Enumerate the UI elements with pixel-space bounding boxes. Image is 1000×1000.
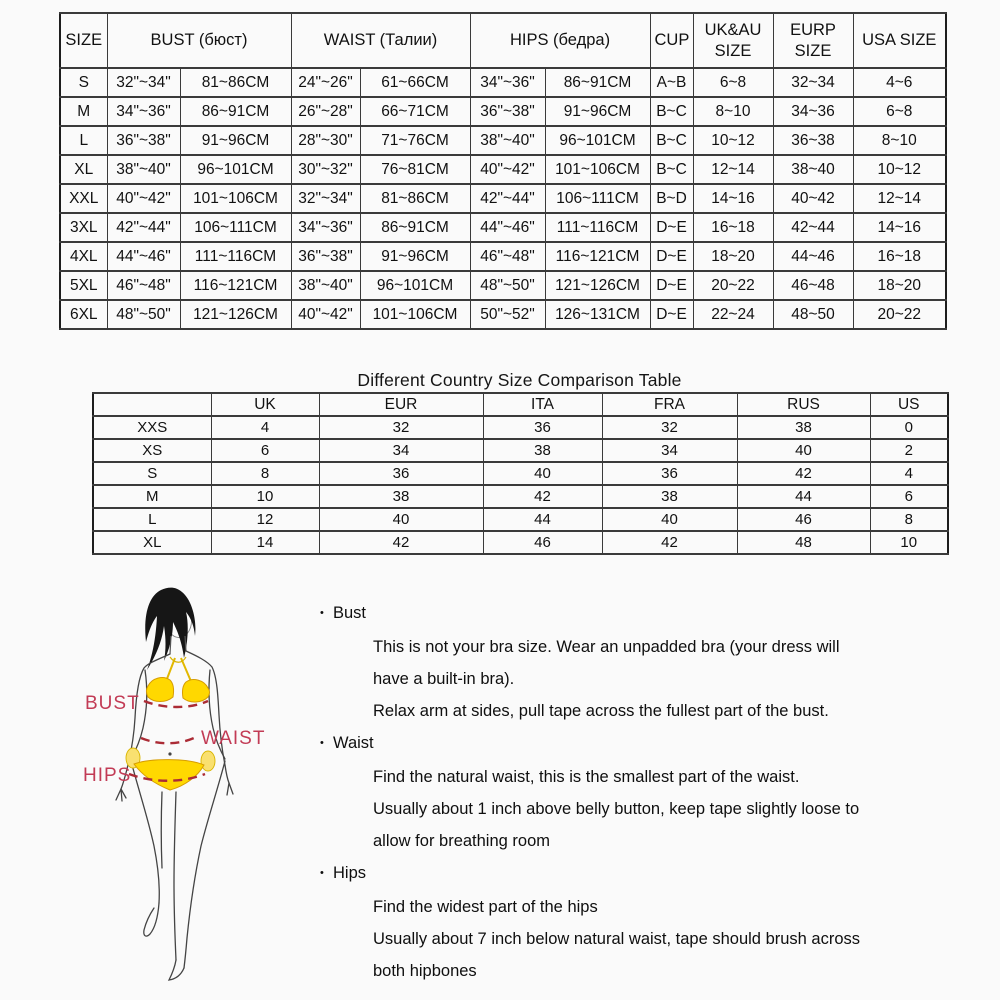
table-row — [60, 300, 946, 329]
table-cell: 36 — [602, 462, 737, 485]
header-uk-au-size: UK&AU SIZE — [693, 13, 773, 68]
table-cell: 40 — [319, 508, 483, 531]
table-row — [60, 242, 946, 271]
table-cell: 38~40 — [773, 155, 853, 184]
waist-line — [141, 738, 194, 743]
table-cell: 91~96CM — [180, 126, 291, 155]
table-cell: 24"~26" — [291, 68, 360, 97]
table-cell: 40 — [737, 439, 870, 462]
table-cell: 34~36 — [773, 97, 853, 126]
table-cell: 36"~38" — [291, 242, 360, 271]
table-cell: S — [93, 462, 211, 485]
table-cell: 42"~44" — [470, 184, 545, 213]
table-cell: 91~96CM — [545, 97, 650, 126]
table-cell: D~E — [650, 213, 693, 242]
hips-label: HIPS — [83, 765, 132, 786]
table-cell: B~C — [650, 97, 693, 126]
table-cell: 2 — [870, 439, 948, 462]
table-row — [60, 271, 946, 300]
table-cell: 32"~34" — [107, 68, 180, 97]
table-cell: 4~6 — [853, 68, 946, 97]
table-cell: 42~44 — [773, 213, 853, 242]
table-cell: 38 — [483, 439, 602, 462]
table-cell: 6 — [211, 439, 319, 462]
header-cup: CUP — [650, 13, 693, 68]
table-cell: 48~50 — [773, 300, 853, 329]
table-cell: XXL — [60, 184, 107, 213]
table-cell: 0 — [870, 416, 948, 439]
table-cell: 38 — [602, 485, 737, 508]
table-cell: 36 — [483, 416, 602, 439]
table-row — [93, 531, 948, 554]
table-cell: XXS — [93, 416, 211, 439]
table-header-cell: EUR — [319, 393, 483, 416]
table-cell: 14~16 — [853, 213, 946, 242]
bullet-icon: • — [320, 867, 324, 879]
instruction-line: This is not your bra size. Wear an unpadded bra (your dress will — [373, 638, 840, 656]
table-cell: 42 — [483, 485, 602, 508]
header-hips: HIPS (бедра) — [470, 13, 650, 68]
bullet-icon: • — [320, 607, 324, 619]
table-cell: 40~42 — [773, 184, 853, 213]
table-row — [93, 485, 948, 508]
instruction-line: Find the widest part of the hips — [373, 898, 598, 916]
table-cell: 34"~36" — [470, 68, 545, 97]
table-cell: 6XL — [60, 300, 107, 329]
table-cell: 32 — [319, 416, 483, 439]
table-row — [93, 462, 948, 485]
table-cell: 48"~50" — [107, 300, 180, 329]
table-cell: 16~18 — [853, 242, 946, 271]
table-cell: 6 — [870, 485, 948, 508]
instruction-heading — [320, 727, 988, 761]
table-cell: 44 — [483, 508, 602, 531]
header-bust: BUST (бюст) — [107, 13, 291, 68]
table-cell: 12~14 — [693, 155, 773, 184]
table-cell: 38 — [737, 416, 870, 439]
table-cell: L — [60, 126, 107, 155]
table-cell: 32"~34" — [291, 184, 360, 213]
table-cell: XL — [60, 155, 107, 184]
table-cell: 40 — [602, 508, 737, 531]
table-cell: 101~106CM — [545, 155, 650, 184]
table-cell: 126~131CM — [545, 300, 650, 329]
bust-label: BUST — [85, 693, 140, 714]
table-row — [60, 126, 946, 155]
waist-label: WAIST — [201, 728, 266, 749]
table-cell: L — [93, 508, 211, 531]
table-cell: 96~101CM — [180, 155, 291, 184]
table-cell: 26"~28" — [291, 97, 360, 126]
header-waist: WAIST (Талии) — [291, 13, 470, 68]
header-usa-size: USA SIZE — [853, 13, 946, 68]
table-header-cell: UK — [211, 393, 319, 416]
comparison-table-header-row — [93, 393, 948, 416]
instruction-line: allow for breathing room — [373, 832, 551, 850]
table-header-cell — [93, 393, 211, 416]
table-cell: 42"~44" — [107, 213, 180, 242]
table-cell: 4 — [211, 416, 319, 439]
table-cell: 71~76CM — [360, 126, 470, 155]
table-cell: 40"~42" — [107, 184, 180, 213]
table-cell: D~E — [650, 242, 693, 271]
table-cell: 44~46 — [773, 242, 853, 271]
table-cell: 46 — [483, 531, 602, 554]
table-cell: 32 — [602, 416, 737, 439]
table-cell: M — [60, 97, 107, 126]
table-cell: 96~101CM — [545, 126, 650, 155]
table-cell: 18~20 — [853, 271, 946, 300]
table-cell: 116~121CM — [545, 242, 650, 271]
table-cell: 14~16 — [693, 184, 773, 213]
table-cell: 6~8 — [853, 97, 946, 126]
table-cell: 96~101CM — [360, 271, 470, 300]
table-cell: A~B — [650, 68, 693, 97]
instruction-line: both hipbones — [373, 962, 477, 980]
table-cell: 28"~30" — [291, 126, 360, 155]
table-cell: 66~71CM — [360, 97, 470, 126]
table-cell: 61~66CM — [360, 68, 470, 97]
table-row — [60, 155, 946, 184]
table-cell: 10~12 — [853, 155, 946, 184]
figure-illustration — [58, 578, 322, 988]
table-cell: 34"~36" — [291, 213, 360, 242]
table-cell: S — [60, 68, 107, 97]
table-cell: 121~126CM — [180, 300, 291, 329]
table-cell: 10 — [211, 485, 319, 508]
table-cell: 116~121CM — [180, 271, 291, 300]
table-cell: 48"~50" — [470, 271, 545, 300]
figure-navel — [168, 752, 171, 755]
table-cell: B~C — [650, 155, 693, 184]
country-comparison-table — [92, 392, 949, 555]
table-cell: 36"~38" — [470, 97, 545, 126]
table-cell: 4XL — [60, 242, 107, 271]
table-row — [60, 97, 946, 126]
table-cell: D~E — [650, 300, 693, 329]
table-cell: 86~91CM — [545, 68, 650, 97]
instruction-line: Usually about 7 inch below natural waist, tape should brush across — [373, 930, 861, 948]
table-cell: 81~86CM — [180, 68, 291, 97]
table-cell: XL — [93, 531, 211, 554]
table-cell: XS — [93, 439, 211, 462]
table-cell: 121~126CM — [545, 271, 650, 300]
instruction-heading — [320, 597, 988, 631]
table-cell: 106~111CM — [180, 213, 291, 242]
table-cell: 5XL — [60, 271, 107, 300]
measurement-instructions — [320, 597, 988, 987]
table-cell: 10~12 — [693, 126, 773, 155]
table-cell: 86~91CM — [360, 213, 470, 242]
table-cell: 42 — [737, 462, 870, 485]
instruction-line: have a built-in bra). — [373, 670, 515, 688]
table-cell: 12~14 — [853, 184, 946, 213]
table-cell: 86~91CM — [180, 97, 291, 126]
size-table-header-row — [60, 13, 946, 68]
header-size: SIZE — [60, 13, 107, 68]
table-cell: M — [93, 485, 211, 508]
table-row — [60, 213, 946, 242]
table-cell: 101~106CM — [360, 300, 470, 329]
table-cell: 8 — [211, 462, 319, 485]
table-cell: 36~38 — [773, 126, 853, 155]
body-measurement-figure — [58, 578, 322, 988]
figure-necklace — [170, 657, 186, 662]
table-row — [93, 508, 948, 531]
table-cell: 42 — [602, 531, 737, 554]
table-header-cell: RUS — [737, 393, 870, 416]
table-cell: 20~22 — [853, 300, 946, 329]
table-cell: 34 — [602, 439, 737, 462]
table-cell: 12 — [211, 508, 319, 531]
table-cell: D~E — [650, 271, 693, 300]
table-cell: 42 — [319, 531, 483, 554]
table-cell: 3XL — [60, 213, 107, 242]
table-cell: 46 — [737, 508, 870, 531]
table-row — [93, 439, 948, 462]
table-cell: 101~106CM — [180, 184, 291, 213]
table-cell: 76~81CM — [360, 155, 470, 184]
instruction-heading-label: Bust — [333, 604, 367, 622]
bikini-top — [147, 678, 210, 702]
table-cell: 46"~48" — [470, 242, 545, 271]
table-cell: 38"~40" — [107, 155, 180, 184]
table-cell: 36 — [319, 462, 483, 485]
table-header-cell: US — [870, 393, 948, 416]
bullet-icon: • — [320, 737, 324, 749]
table-cell: 38 — [319, 485, 483, 508]
table-cell: 8 — [870, 508, 948, 531]
table-cell: 18~20 — [693, 242, 773, 271]
table-cell: 16~18 — [693, 213, 773, 242]
table-header-cell: FRA — [602, 393, 737, 416]
instruction-line: Usually about 1 inch above belly button, keep tape slightly loose to — [373, 800, 860, 818]
table-cell: 40"~42" — [291, 300, 360, 329]
table-cell: 50"~52" — [470, 300, 545, 329]
table-cell: 32~34 — [773, 68, 853, 97]
table-cell: 46~48 — [773, 271, 853, 300]
table-cell: 48 — [737, 531, 870, 554]
table-cell: 30"~32" — [291, 155, 360, 184]
table-header-cell: ITA — [483, 393, 602, 416]
table-cell: B~C — [650, 126, 693, 155]
table-cell: 10 — [870, 531, 948, 554]
table-cell: 36"~38" — [107, 126, 180, 155]
instruction-heading-label: Hips — [333, 864, 367, 882]
table-cell: 40 — [483, 462, 602, 485]
instruction-heading — [320, 857, 988, 891]
table-cell: 111~116CM — [180, 242, 291, 271]
table-cell: 6~8 — [693, 68, 773, 97]
table-cell: 20~22 — [693, 271, 773, 300]
table-cell: 44"~46" — [107, 242, 180, 271]
table-cell: 44"~46" — [470, 213, 545, 242]
table-cell: 46"~48" — [107, 271, 180, 300]
table-cell: 8~10 — [693, 97, 773, 126]
table-cell: 14 — [211, 531, 319, 554]
table-cell: 34"~36" — [107, 97, 180, 126]
table-cell: B~D — [650, 184, 693, 213]
table-cell: 91~96CM — [360, 242, 470, 271]
table-cell: 106~111CM — [545, 184, 650, 213]
table-cell: 38"~40" — [470, 126, 545, 155]
table-cell: 8~10 — [853, 126, 946, 155]
size-table — [59, 12, 947, 330]
table-row — [60, 68, 946, 97]
table-cell: 40"~42" — [470, 155, 545, 184]
table-cell: 81~86CM — [360, 184, 470, 213]
table-cell: 44 — [737, 485, 870, 508]
table-cell: 38"~40" — [291, 271, 360, 300]
table-row — [93, 416, 948, 439]
table-cell: 22~24 — [693, 300, 773, 329]
comparison-table-title: Different Country Size Comparison Table — [357, 370, 682, 390]
table-cell: 34 — [319, 439, 483, 462]
header-eurp-size: EURP SIZE — [773, 13, 853, 68]
instruction-heading-label: Waist — [333, 734, 374, 752]
table-cell: 4 — [870, 462, 948, 485]
table-cell: 111~116CM — [545, 213, 650, 242]
instruction-line: Find the natural waist, this is the smallest part of the waist. — [373, 768, 800, 786]
bikini-bottom — [134, 760, 204, 790]
instruction-line: Relax arm at sides, pull tape across the fullest part of the bust. — [373, 702, 829, 720]
table-row — [60, 184, 946, 213]
